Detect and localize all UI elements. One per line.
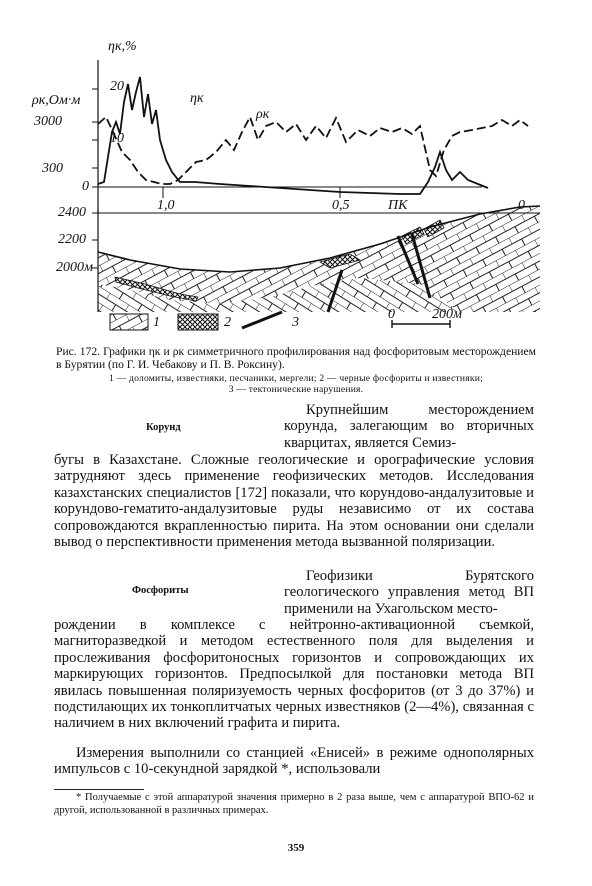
geologic-section — [98, 206, 540, 312]
profile-graph — [20, 22, 575, 344]
x-tick-0-5: 0,5 — [332, 198, 350, 213]
footnote-rule — [54, 789, 144, 790]
corundum-paragraph: бугы в Казахстане. Сложные геологические и орографические условия затрудняют здесь применение геофизических методов. Исследования казахстанских специалистов [172] показали, что корундово-андалузитовые и корундово-гематито-андалузитовые руды независимо от их состава сопровождаются вкрапленностью пирита. На этом основании они сделали вывод о перспективности применения метода вызванной поляризации. — [54, 452, 534, 551]
eta-curve — [98, 77, 488, 194]
rho-axis-label: ρк,Ом·м — [32, 93, 81, 108]
graph-axes — [92, 60, 482, 214]
legend-1-label: 1 — [153, 315, 160, 330]
legend-symbols — [110, 312, 450, 330]
elev-2400: 2400 — [58, 205, 86, 220]
section-head-corundum: Корунд — [146, 422, 181, 433]
section-head-phosphorites: Фосфориты — [132, 585, 189, 596]
legend-2-label: 2 — [224, 315, 231, 330]
caption-legend-line-2: 3 — тектонические нарушения. — [228, 384, 364, 395]
eta-tick-0: 0 — [82, 179, 89, 194]
page-number: 359 — [287, 842, 305, 854]
x-tick-0: 0 — [518, 198, 525, 213]
phosphorite-side-column: Геофизики Бурятского геологического управления метод ВП применили на Ухагольском место- — [284, 568, 534, 617]
figure-172 — [20, 22, 575, 344]
phosphorite-paragraph: рождении в комплексе с нейтронно-активационной съемкой, магниторазведкой и методом естественного поля для выделения и прослеживания фосфоритоносных горизонтов и сопровождающих их маркирующих горизонтов. Предпосылкой для постановки метода ВП явилась повышенная поляризуемость черных фосфоритов (от 3 до 37%) и подстилающих их тонкоплитчатых черных известняков (2—4%), связанная с наличием в них включений графита и пирита. — [54, 617, 534, 732]
caption-legend — [52, 373, 540, 395]
scale-0-label: 0 — [388, 307, 395, 322]
x-tick-pk: ПК — [388, 198, 408, 213]
figure-caption: Рис. 172. Графики ηк и ρк симметричного профилирования над фосфоритовым месторождением в Бурятии (по Г. И. Чебакову и П. В. Роксину). — [56, 345, 536, 371]
caption-legend-line-1: 1 — доломиты, известняки, песчаники, мергели; 2 — черные фосфориты и известняки; — [109, 373, 483, 384]
eta-tick-20: 20 — [110, 79, 124, 94]
footnote: * Получаемые с этой аппаратурой значения примерно в 2 раза выше, чем с аппаратурой ВПО-62 и другой, использованной в различных примерах. — [54, 792, 534, 816]
eta-axis-label: ηк,% — [108, 39, 137, 54]
legend-3-label: 3 — [292, 315, 299, 330]
elev-2200: 2200 — [58, 232, 86, 247]
corundum-side-column: Крупнейшим месторождением корунда, залегающим во вторичных кварцитах, является Семиз- — [284, 402, 534, 451]
measurements-paragraph: Измерения выполнили со станцией «Енисей» в режиме однополярных импульсов с 10-секундной зарядкой *, использовали — [54, 745, 534, 778]
eta-curve-label: ηк — [190, 91, 204, 106]
rho-tick-3000: 3000 — [34, 114, 62, 129]
scale-200-label: 200м — [432, 307, 462, 322]
x-tick-1-0: 1,0 — [157, 198, 175, 213]
rho-curve-label: ρк — [256, 107, 270, 122]
eta-tick-10: 10 — [110, 131, 124, 146]
rho-tick-300: 300 — [42, 161, 63, 176]
elev-2000: 2000м — [56, 260, 93, 275]
